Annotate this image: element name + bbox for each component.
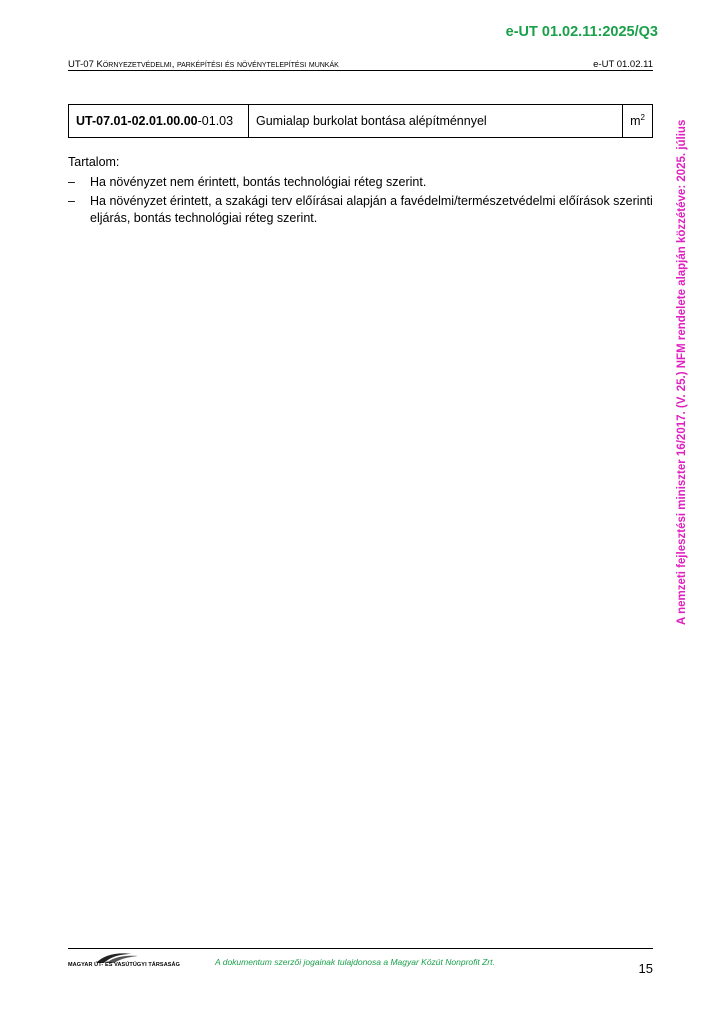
header-doc-ref: e-UT 01.02.11 [593,59,653,70]
list-item [68,174,653,191]
society-logo [68,952,180,970]
item-code [69,105,249,138]
item-code-suffix: -01.03 [197,114,234,128]
item-unit-exponent: 2 [640,113,645,123]
item-table [68,104,653,138]
publication-side-note: A nemzeti fejlesztési miniszter 16/2017. (V. 25.) NFM rendelete alapján közzétéve: 2025. július [676,119,688,625]
document-code: e-UT 01.02.11:2025/Q3 [505,24,658,40]
item-unit-base: m [630,114,641,129]
dash-bullet: – [68,175,75,189]
chapter-prefix: UT-07 [68,59,97,70]
item-code-main: UT-07.01-02.01.00.00 [76,114,198,128]
item-description: Gumialap burkolat bontása alépítménnyel [249,105,623,138]
list-item [68,193,653,227]
chapter-title: Környezetvédelmi, parképítési és növénytelepítési munkák [96,59,339,70]
item-row [69,105,653,138]
content-label: Tartalom: [68,155,120,169]
logo-text: MAGYAR ÚT- ÉS VASÚTÜGYI TÁRSASÁG [68,962,180,968]
header-divider [68,70,653,71]
item-unit [623,105,653,138]
copyright-note: A dokumentum szerzői jogainak tulajdonosa a Magyar Közút Nonprofit Zrt. [215,957,495,967]
list-item-text: Ha növényzet érintett, a szakági terv előírásai alapján a favédelmi/természetvédelmi előírások szerinti eljárás, bontás technológiai réteg szerint. [90,194,653,225]
chapter-header [68,59,339,70]
list-item-text: Ha növényzet nem érintett, bontás technológiai réteg szerint. [90,175,427,189]
page-number: 15 [638,961,653,976]
footer-divider [68,948,653,949]
content-section [68,154,653,229]
dash-bullet: – [68,194,75,208]
